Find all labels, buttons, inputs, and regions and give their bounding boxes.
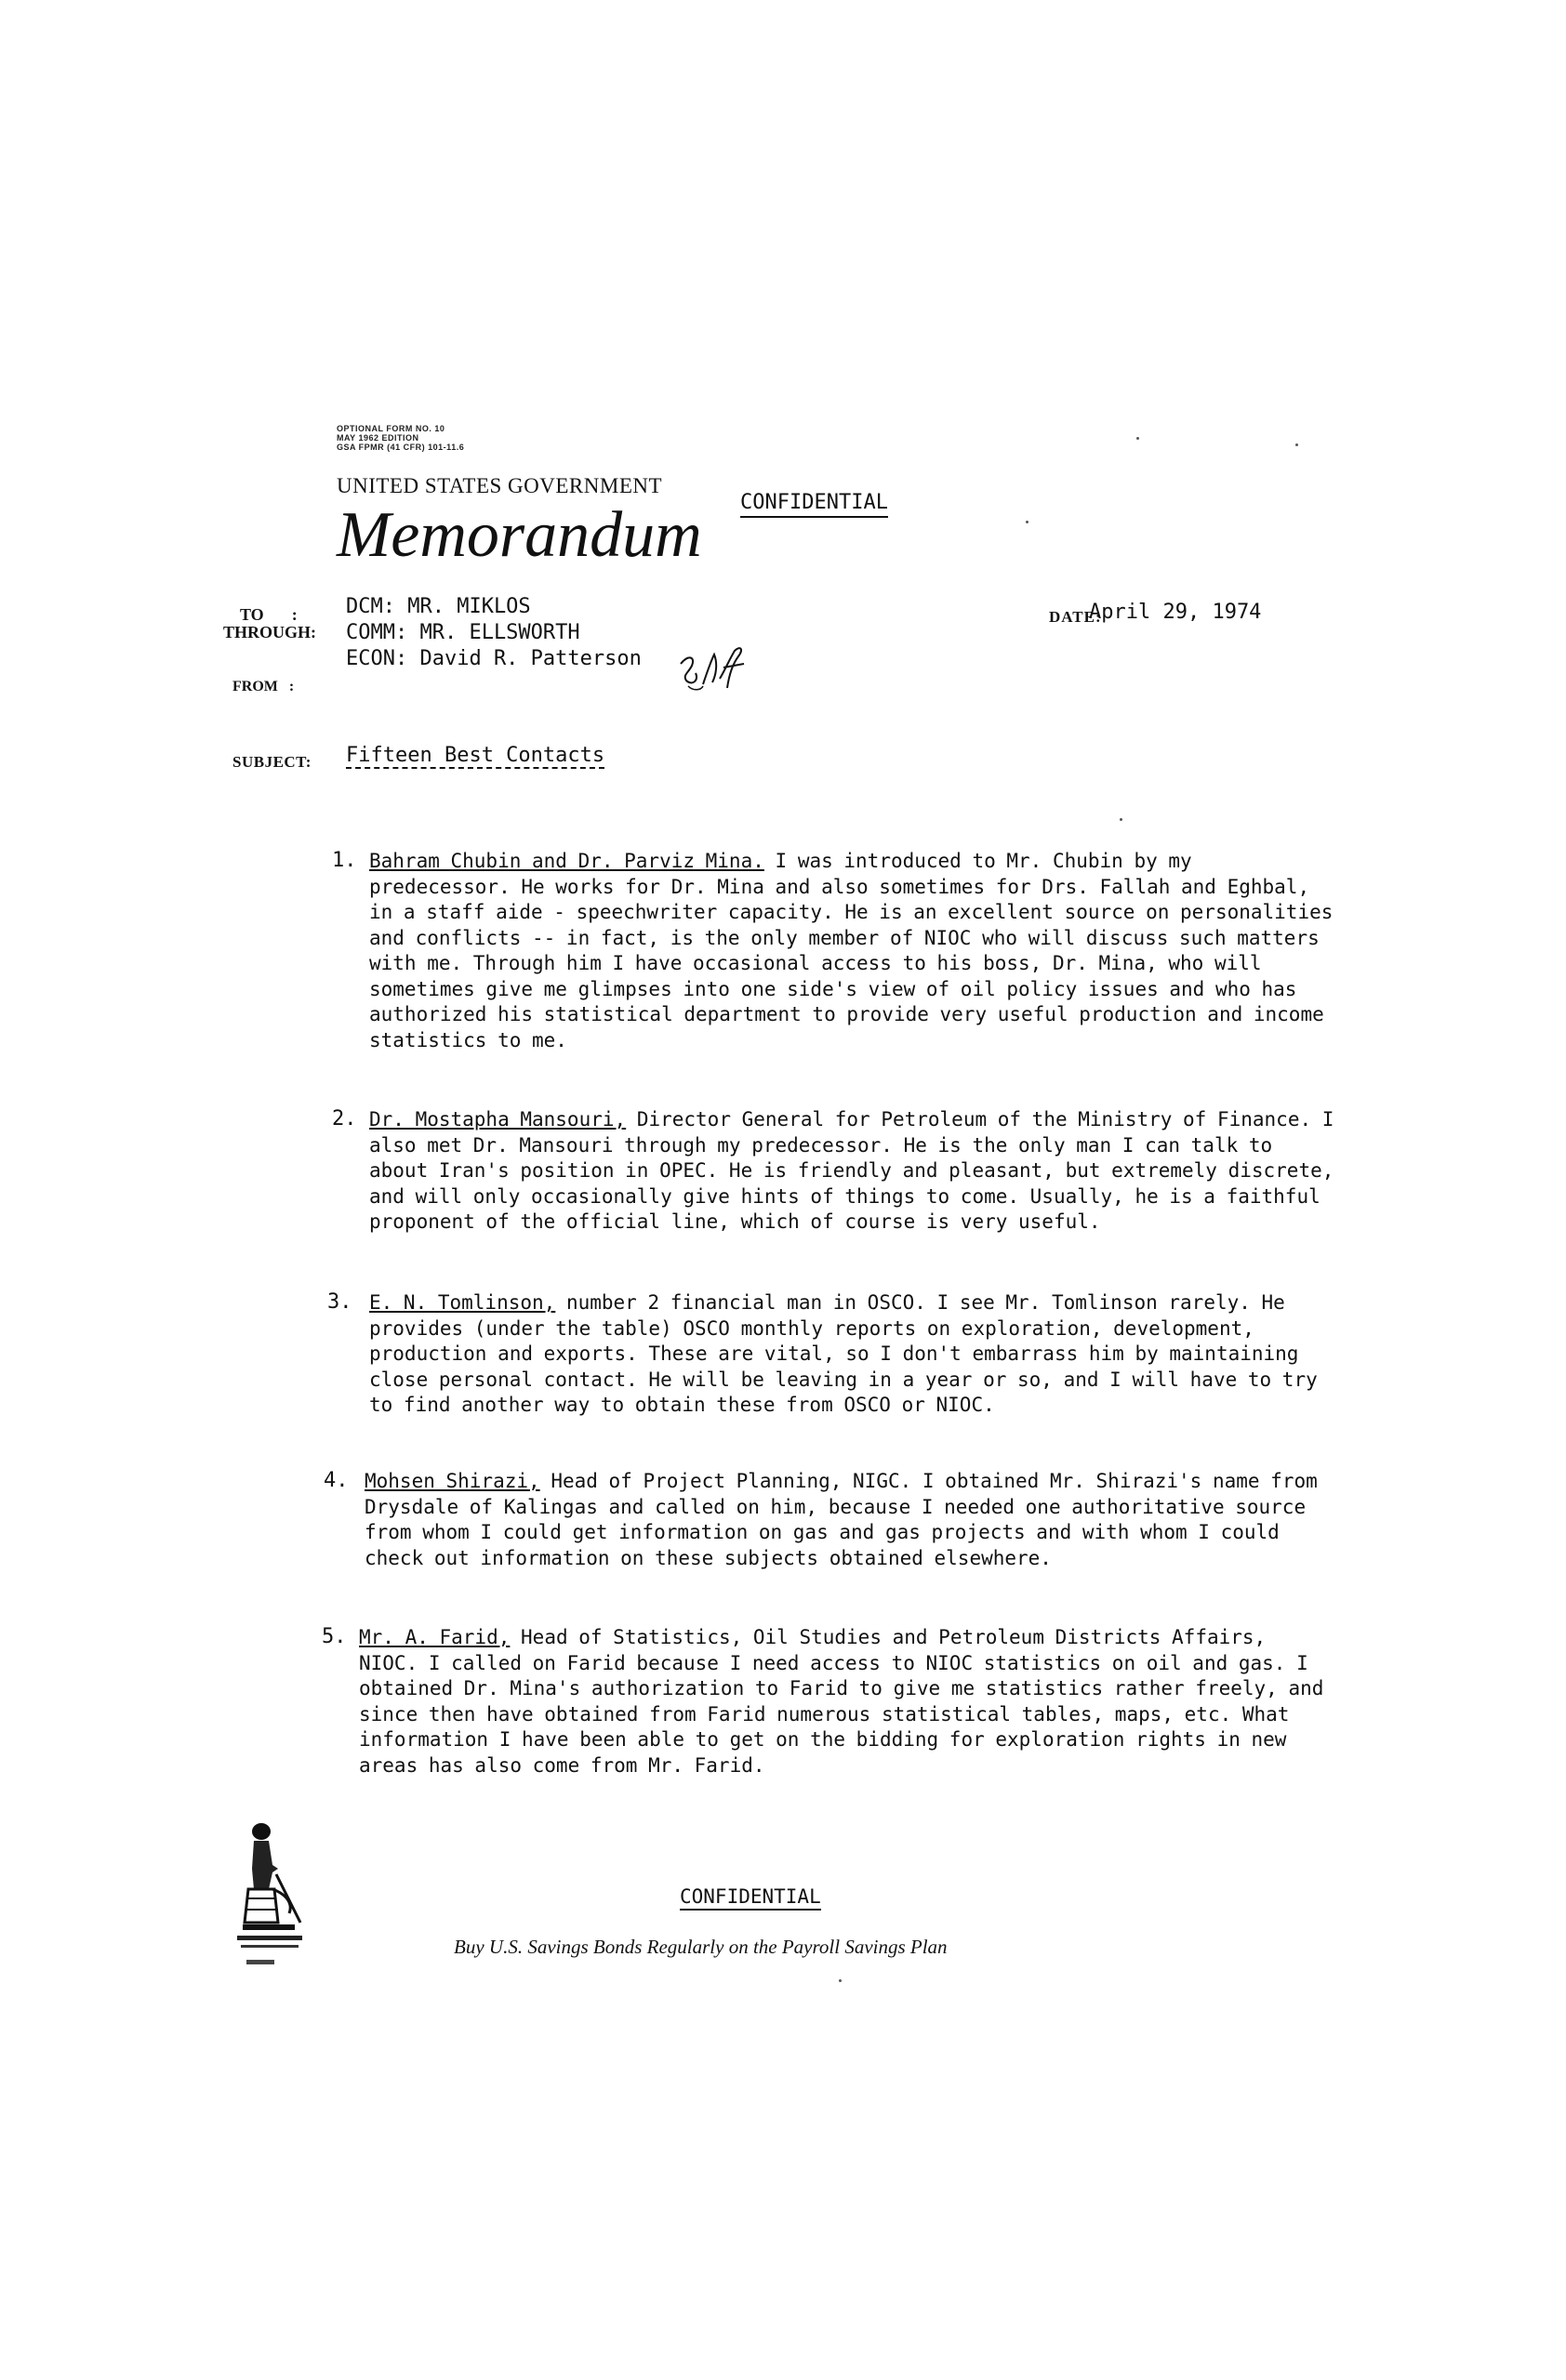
item-contact-name: Mohsen Shirazi,: [365, 1470, 540, 1492]
form-number-line: GSA FPMR (41 CFR) 101-11.6: [337, 443, 465, 452]
government-heading: UNITED STATES GOVERNMENT: [337, 474, 663, 497]
scan-speck: [1295, 443, 1298, 446]
item-paragraph: [369, 849, 1336, 1053]
handwritten-initials: [675, 632, 759, 697]
through-label: THROUGH:: [223, 623, 317, 641]
item-text: I was introduced to Mr. Chubin by my predecessor. He works for Dr. Mina and also sometimes for Drs. Fallah and Eghbal, in a staff aide - speechwriter capacity. He is an excellent source on personalities and conflicts -- in fact, is the only member of NIOC who will discuss such matters with me. Through him I have occasional access to his boss, Dr. Mina, who will sometimes give me glimpses into one side's view of oil policy issues and who has authorized his statistical department to provide very useful production and income statistics to me.: [369, 850, 1334, 1051]
scan-speck: [1120, 818, 1122, 821]
item-text: Head of Statistics, Oil Studies and Petroleum Districts Affairs, NIOC. I called on Farid because I need access to NIOC statistics on oil and gas. I obtained Dr. Mina's authorization to Farid to give me statistics rather freely, and since then have obtained from Farid numerous statistical tables, maps, etc. What information I have been able to get on the bidding for exploration rights in new areas has also come from Mr. Farid.: [359, 1626, 1324, 1777]
classification-top: CONFIDENTIAL: [740, 491, 888, 518]
form-number-line: OPTIONAL FORM NO. 10: [337, 424, 445, 433]
savings-bonds-footer: Buy U.S. Savings Bonds Regularly on the Payroll Savings Plan: [454, 1936, 948, 1958]
date-value: April 29, 1974: [1089, 601, 1262, 624]
to-value: DCM: MR. MIKLOS: [346, 595, 531, 618]
item-paragraph: [359, 1625, 1326, 1778]
item-number: 2.: [332, 1107, 357, 1130]
from-label-text: FROM: [232, 679, 278, 694]
item-number: 3.: [327, 1290, 352, 1314]
subject-label: SUBJECT:: [232, 753, 312, 771]
item-text: Head of Project Planning, NIGC. I obtained Mr. Shirazi's name from Drysdale of Kalingas and called on him, because I needed one authoritative source from whom I could get information on gas and gas projects and with whom I could check out information on these subjects obtained elsewhere.: [365, 1470, 1318, 1569]
form-number-line: MAY 1962 EDITION: [337, 433, 419, 443]
through-value: COMM: MR. ELLSWORTH: [346, 621, 580, 644]
form-number-block: [337, 424, 464, 452]
item-number: 4.: [324, 1469, 349, 1492]
item-number: 5.: [322, 1625, 347, 1648]
subject-value: Fifteen Best Contacts: [346, 744, 605, 767]
memo-title: Memorandum: [337, 499, 702, 571]
item-text: number 2 financial man in OSCO. I see Mr. Tomlinson rarely. He provides (under the table) OSCO monthly reports on exploration, development, production and exports. These are vital, so I don't embarrass him by maintaining close personal contact. He will be leaving in a year or so, and I will have to try to find another way to obtain these from OSCO or NIOC.: [369, 1291, 1318, 1416]
scan-speck: [1026, 521, 1029, 523]
item-contact-name: Dr. Mostapha Mansouri,: [369, 1108, 627, 1130]
item-number: 1.: [332, 849, 357, 872]
from-label: FROM :: [232, 679, 295, 694]
scan-speck: [1136, 437, 1139, 440]
item-paragraph: [369, 1107, 1336, 1236]
item-contact-name: Mr. A. Farid,: [359, 1626, 511, 1648]
item-paragraph: [369, 1290, 1336, 1419]
from-value: ECON: David R. Patterson: [346, 647, 642, 670]
date-label: DATE:: [1049, 608, 1102, 626]
item-contact-name: E. N. Tomlinson,: [369, 1291, 556, 1314]
classification-bottom: CONFIDENTIAL: [680, 1885, 821, 1911]
item-contact-name: Bahram Chubin and Dr. Parviz Mina.: [369, 850, 764, 872]
scan-speck: [839, 1979, 842, 1982]
to-label: TO :: [240, 605, 298, 624]
to-label-text: TO: [240, 605, 264, 624]
item-text: Director General for Petroleum of the Ministry of Finance. I also met Dr. Mansouri through my predecessor. He is the only man I can talk to about Iran's position in OPEC. He is friendly and pleasant, but extremely discrete, and will only occasionally give hints of things to come. Usually, he is a faithful proponent of the official line, which of course is very useful.: [369, 1108, 1334, 1233]
item-paragraph: [365, 1469, 1332, 1571]
minuteman-seal-icon: [235, 1820, 312, 1978]
